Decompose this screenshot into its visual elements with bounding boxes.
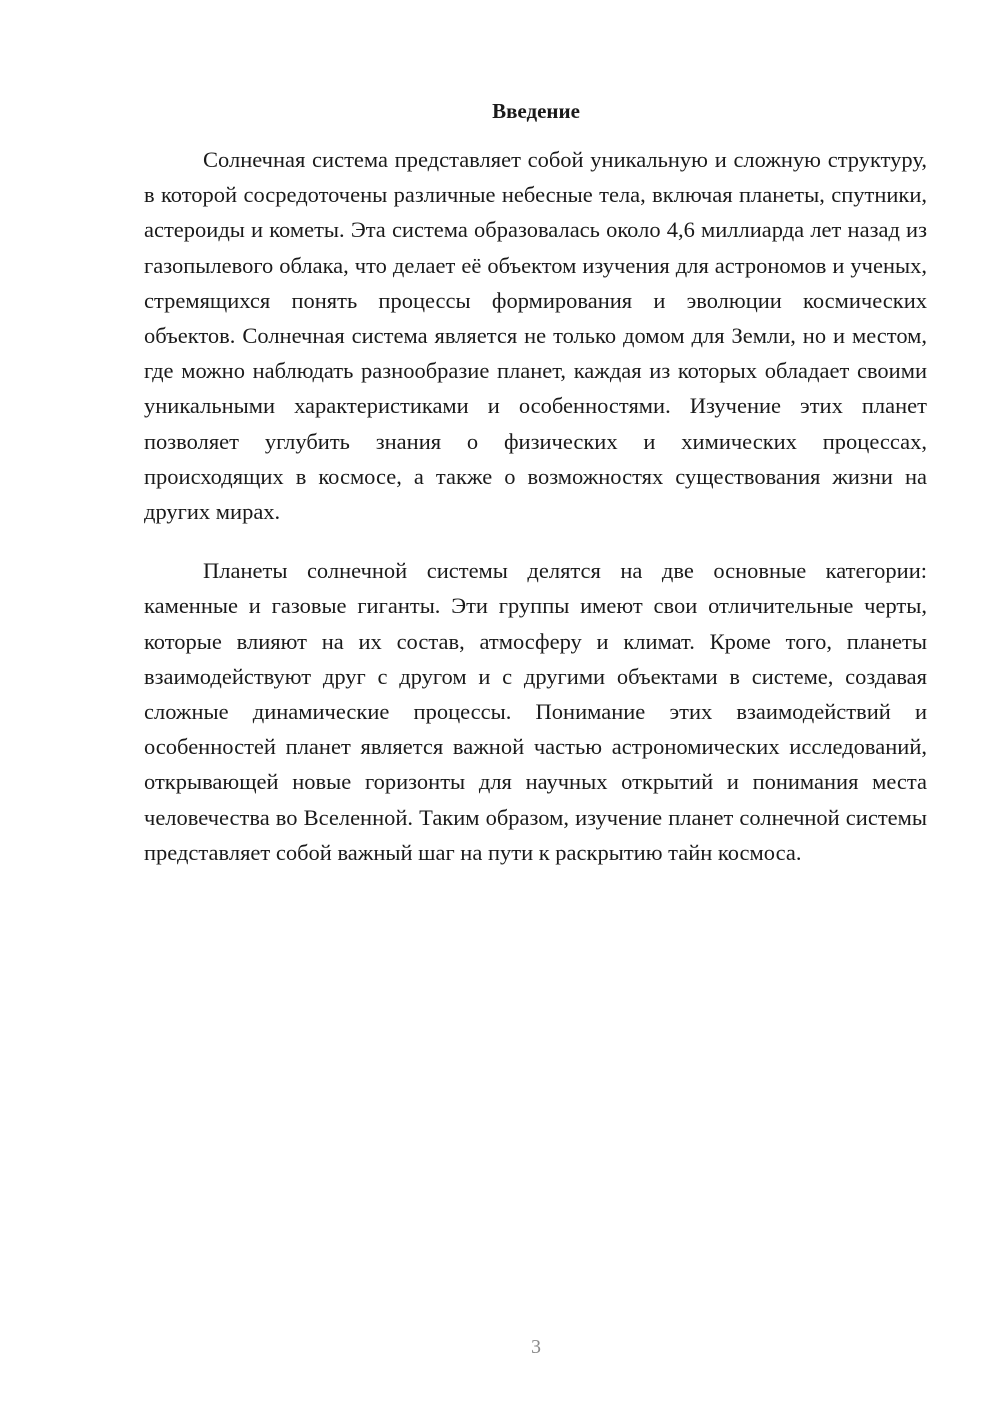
paragraph: Планеты солнечной системы делятся на две основные категории: каменные и газовые гиганты. Эти группы имеют свои отличительные черты, которые влияют на их состав, атмосферу и климат. Кроме того, планеты взаимодействуют друг с другом и с другими объектами в системе, создавая сложные динамические процессы. Понимание этих взаимодействий и особенностей планет является важной частью астрономических исследований, открывающей новые горизонты для научных открытий и понимания места человечества во Вселенной. Таким образом, изучение планет солнечной системы представляет собой важный шаг на пути к раскрытию тайн космоса. (144, 558, 927, 865)
section-title: Введение (492, 99, 580, 123)
paragraph: Солнечная система представляет собой уникальную и сложную структуру, в которой сосредоточены различные небесные тела, включая планеты, спутники, астероиды и кометы. Эта система образовалась около 4,6 миллиарда лет назад из газопылевого облака, что делает её объектом изучения для астрономов и ученых, стремящихся понять процессы формирования и эволюции космических объектов. Солнечная система является не только домом для Земли, но и местом, где можно наблюдать разнообразие планет, каждая из которых обладает своими уникальными характеристиками и особенностями. Изучение этих планет позволяет углубить знания о физических и химических процессах, происходящих в космосе, а также о возможностях существования жизни на других мирах. (144, 147, 927, 525)
page-number: 3 (531, 1336, 541, 1358)
document-body (144, 142, 927, 870)
